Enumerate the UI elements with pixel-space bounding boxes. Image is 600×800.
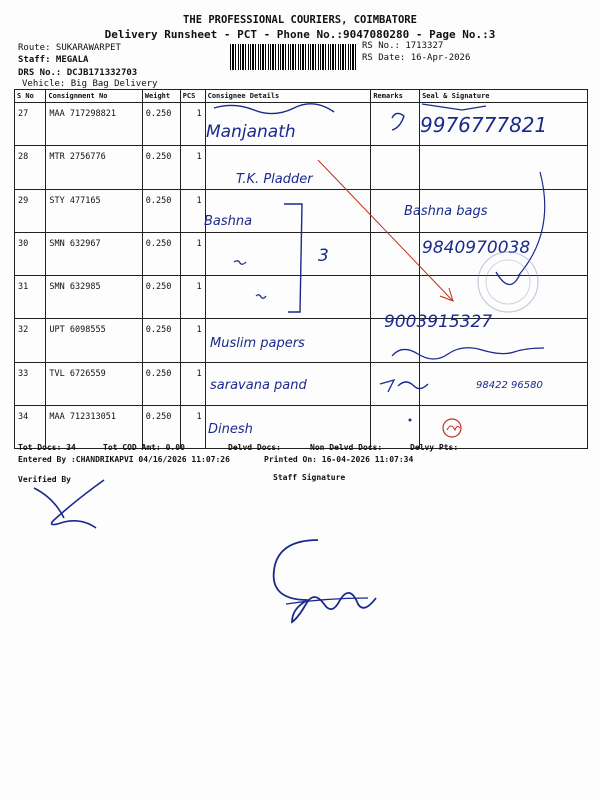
consignment-cell: SMN 632967 [46, 232, 142, 275]
pcs-cell: 1 [180, 406, 205, 449]
handwritten-name: Muslim papers [210, 336, 305, 351]
consignment-cell: UPT 6098555 [46, 319, 142, 362]
col-weight: Weight [142, 90, 180, 103]
handwritten-phone: 98422 96580 [476, 380, 543, 391]
consignment-cell: MTR 2756776 [46, 146, 142, 189]
col-consignment: Consignment No [46, 90, 142, 103]
pcs-cell: 1 [180, 189, 205, 232]
pcs-cell: 1 [180, 319, 205, 362]
staff-signature-label: Staff Signature [273, 473, 346, 482]
weight-cell: 0.250 [142, 146, 180, 189]
remarks-cell [371, 103, 420, 146]
delivery-points: Delvy Pts: [410, 443, 459, 452]
table-header-row [15, 90, 588, 103]
verified-by-label: Verified By [18, 475, 71, 484]
vehicle-label: Vehicle: Big Bag Delivery [22, 79, 158, 89]
handwritten-name: T.K. Pladder [236, 172, 313, 187]
col-pcs: PCS [180, 90, 205, 103]
handwritten-name: saravana pand [210, 378, 307, 393]
weight-cell: 0.250 [142, 103, 180, 146]
handwritten-phone: 9976777821 [420, 113, 548, 137]
weight-cell: 0.250 [142, 232, 180, 275]
sno-cell: 30 [15, 232, 46, 275]
barcode [230, 44, 356, 70]
handwritten-name: Manjanath [206, 122, 296, 142]
pcs-cell: 1 [180, 232, 205, 275]
table-row [15, 406, 588, 449]
sno-cell: 29 [15, 189, 46, 232]
drs-number: DRS No.: DCJB171332703 [18, 68, 138, 78]
total-cod: Tot COD Amt: 0.00 [103, 443, 185, 452]
weight-cell: 0.250 [142, 276, 180, 319]
printed-on: Printed On: 16-04-2026 11:07:34 [264, 455, 414, 464]
handwritten-phone: 9003915327 [384, 312, 493, 332]
remarks-cell [371, 362, 420, 405]
entered-by: Entered By :CHANDRIKAPVI 04/16/2026 11:07:26 [18, 455, 230, 464]
handwritten-phone: 9840970038 [422, 238, 531, 258]
table-row [15, 276, 588, 319]
consignee-cell [205, 232, 371, 275]
consignment-cell: STY 477165 [46, 189, 142, 232]
handwritten-name: Dinesh [208, 422, 253, 437]
runsheet-table [14, 89, 588, 449]
weight-cell: 0.250 [142, 406, 180, 449]
weight-cell: 0.250 [142, 362, 180, 405]
handwritten-signature: Bashna bags [404, 204, 488, 219]
col-seal: Seal & Signature [420, 90, 588, 103]
route-label: Route: SUKARAWARPET [18, 43, 121, 53]
col-sno: S No [15, 90, 46, 103]
handwritten-name: Bashna [204, 214, 253, 229]
sno-cell: 34 [15, 406, 46, 449]
consignment-cell: SMN 632985 [46, 276, 142, 319]
col-remarks: Remarks [371, 90, 420, 103]
non-delivered-docs: Non Delvd Docs: [310, 443, 383, 452]
sno-cell: 27 [15, 103, 46, 146]
rs-date: RS Date: 16-Apr-2026 [362, 53, 471, 63]
pcs-cell: 1 [180, 146, 205, 189]
remarks-cell [371, 232, 420, 275]
col-consignee: Consignee Details [205, 90, 371, 103]
remarks-cell [371, 146, 420, 189]
delivered-docs: Delvd Docs: [228, 443, 281, 452]
pcs-cell: 1 [180, 276, 205, 319]
consignee-cell [205, 276, 371, 319]
seal-cell [420, 146, 588, 189]
table-row [15, 189, 588, 232]
consignment-cell: MAA 717298821 [46, 103, 142, 146]
sno-cell: 31 [15, 276, 46, 319]
rs-number: RS No.: 1713327 [362, 41, 444, 51]
sno-cell: 32 [15, 319, 46, 362]
handwritten-number: 3 [318, 246, 329, 266]
company-name: THE PROFESSIONAL COURIERS, COIMBATORE [183, 14, 417, 26]
staff-label: Staff: MEGALA [18, 55, 89, 65]
runsheet-subtitle: Delivery Runsheet - PCT - Phone No.:9047080280 - Page No.:3 [104, 28, 496, 41]
sno-cell: 33 [15, 362, 46, 405]
total-docs: Tot Docs: 34 [18, 443, 76, 452]
consignment-cell: TVL 6726559 [46, 362, 142, 405]
pcs-cell: 1 [180, 362, 205, 405]
weight-cell: 0.250 [142, 189, 180, 232]
sno-cell: 28 [15, 146, 46, 189]
weight-cell: 0.250 [142, 319, 180, 362]
pcs-cell: 1 [180, 103, 205, 146]
consignment-cell: MAA 712313051 [46, 406, 142, 449]
